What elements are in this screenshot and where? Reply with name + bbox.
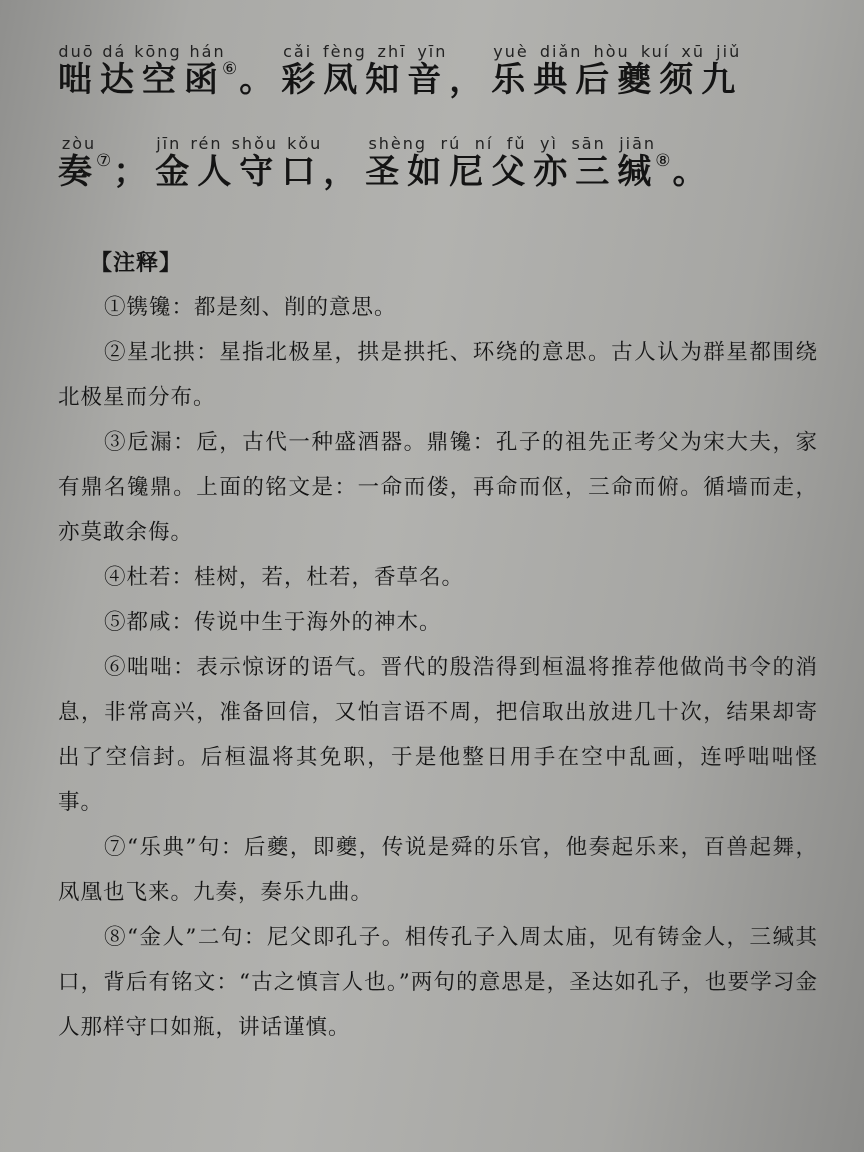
verse-phrase: 咄达空函duō dá kōng hán (58, 42, 226, 100)
verse-phrase: 奏zòu (58, 134, 100, 192)
verse-phrase: 彩凤知音cǎi fèng zhī yīn (281, 42, 450, 100)
annotation-item: ⑧“金人”二句：尼父即孔子。相传孔子入周太庙，见有铸金人，三缄其口，背后有铭文：“古之慎言人也。”两句的意思是，圣达如孔子，也要学习金人那样守口如瓶，讲话谨慎。 (58, 925, 818, 1040)
annotation-item: ⑤都咸：传说中生于海外的神木。 (104, 610, 442, 635)
footnote-marker: ⑧ (655, 151, 671, 171)
footnote-marker: ⑦ (96, 151, 112, 171)
annotation-item: ⑥咄咄：表示惊讶的语气。晋代的殷浩得到桓温将推荐他做尚书令的消息，非常高兴，准备回信，又怕言语不周，把信取出放进几十次，结果却寄出了空信封。后桓温将其免职，于是他整日用手在空中乱画，连呼咄咄怪事。 (58, 655, 818, 815)
annotation-item: ⑦“乐典”句：后夔，即夔，传说是舜的乐官，他奏起乐来，百兽起舞，凤凰也飞来。九奏，奏乐九曲。 (58, 835, 818, 905)
footnote-marker: ⑥ (222, 59, 238, 79)
annotations-section (58, 246, 818, 1050)
punctuation: ， (323, 152, 366, 192)
verse-line-1 (58, 44, 848, 144)
punctuation: 。 (672, 152, 715, 192)
punctuation: ， (449, 60, 492, 100)
verse-phrase: 乐典后夔须九yuè diǎn hòu kuí xū jiǔ (491, 42, 744, 100)
punctuation: 。 (239, 60, 282, 100)
annotation-item: ③卮漏：卮，古代一种盛酒器。鼎镵：孔子的祖先正考父为宋大夫，家有鼎名镵鼎。上面的铭文是：一命而偻，再命而伛，三命而俯。循墙而走，亦莫敢余侮。 (58, 430, 818, 545)
annotation-item: ①镌镵：都是刻、削的意思。 (104, 295, 397, 320)
annotation-item: ②星北拱：星指北极星，拱是拱托、环绕的意思。古人认为群星都围绕北极星而分布。 (58, 340, 818, 410)
verse-phrase: 圣如尼父亦三缄shèng rú ní fǔ yì sān jiān (365, 134, 660, 192)
verse-phrase: 金人守口jīn rén shǒu kǒu (155, 134, 324, 192)
annotation-item: ④杜若：桂树，若，杜若，香草名。 (104, 565, 465, 590)
punctuation: ； (113, 152, 156, 192)
annotations-heading: 【注释】 (90, 250, 183, 276)
verse-line-2 (58, 136, 848, 236)
